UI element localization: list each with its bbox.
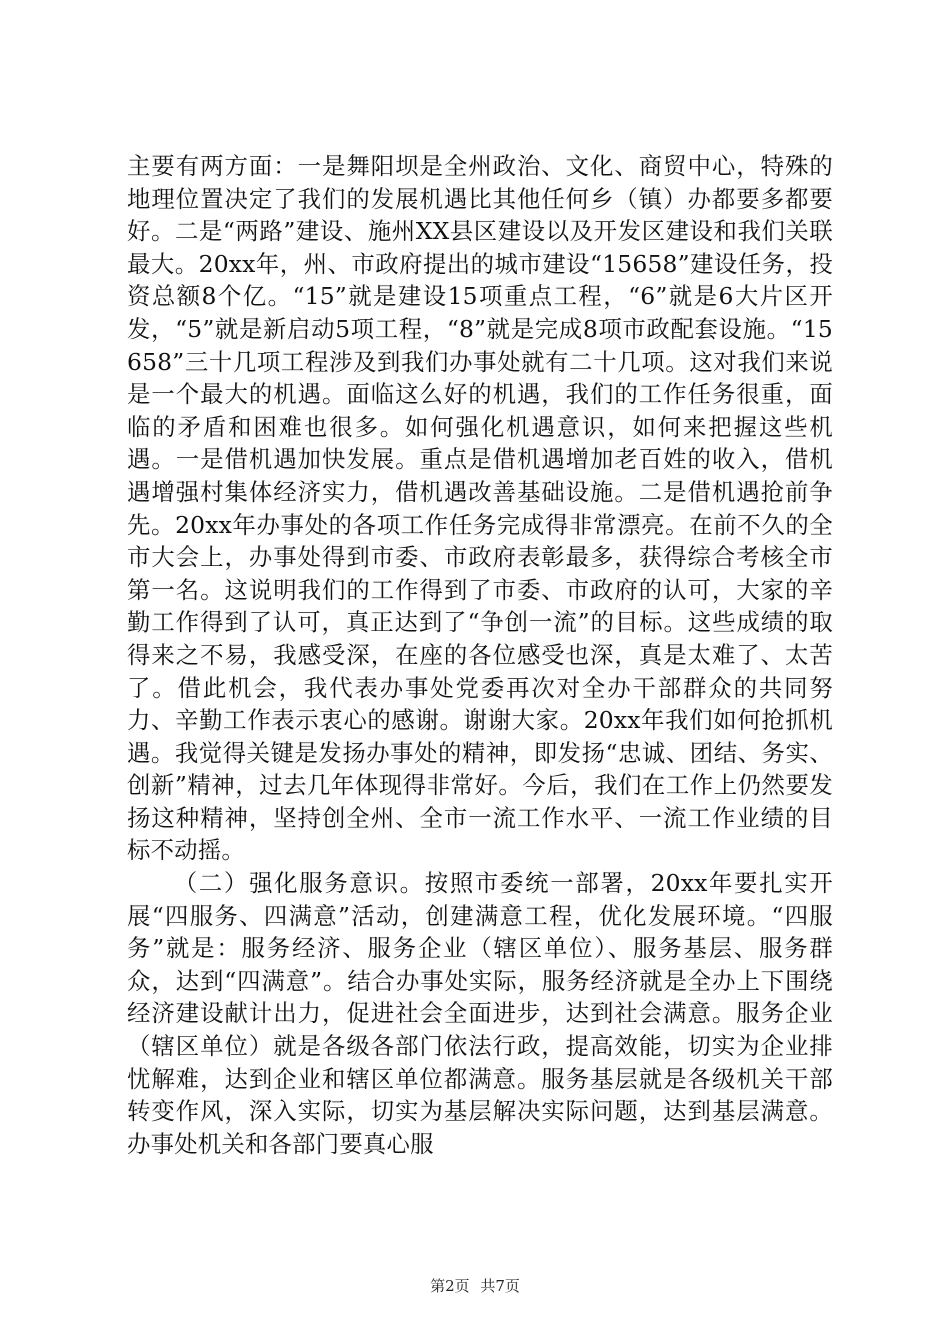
paragraph-1: 主要有两方面：一是舞阳坝是全州政治、文化、商贸中心，特殊的地理位置决定了我们的发展机遇比其他任何乡（镇）办都要多都要好。二是“两路”建设、施州XX县区建设以及开发区建设和我们关联最大。20xx年，州、市政府提出的城市建设“15658”建设任务，投资总额8个亿。“15”就是建设15项重点工程，“6”就是6大片区开发，“5”就是新启动5项工程，“8”就是完成8项市政配套设施。“15658”三十几项工程涉及到我们办事处就有二十几项。这对我们来说是一个最大的机遇。面临这么好的机遇，我们的工作任务很重，面临的矛盾和困难也很多。如何强化机遇意识，如何来把握这些机遇。一是借机遇加快发展。重点是借机遇增加老百姓的收入，借机遇增强村集体经济实力，借机遇改善基础设施。二是借机遇抢前争先。20xx年办事处的各项工作任务完成得非常漂亮。在前不久的全市大会上，办事处得到市委、市政府表彰最多，获得综合考核全市第一名。这说明我们的工作得到了市委、市政府的认可，大家的辛勤工作得到了认可，真正达到了“争创一流”的目标。这些成绩的取得来之不易，我感受深，在座的各位感受也深，真是太难了、太苦了。借此机会，我代表办事处党委再次对全办干部群众的共同努力、辛勤工作表示衷心的感谢。谢谢大家。20xx年我们如何抢抓机遇。我觉得关键是发扬办事处的精神，即发扬“忠诚、团结、务实、创新”精神，过去几年体现得非常好。今后，我们在工作上仍然要发扬这种精神，坚持创全州、全市一流工作水平、一流工作业绩的目标不动摇。 [127,152,833,865]
page-number: 第2页 [430,1277,470,1295]
page-footer [0,1276,950,1296]
document-body [127,150,833,1160]
page-total: 共7页 [480,1277,520,1295]
paragraph-2: （二）强化服务意识。按照市委统一部署，20xx年要扎实开展“四服务、四满意”活动，创建满意工程，优化发展环境。“四服务”就是：服务经济、服务企业（辖区单位）、服务基层、服务群众，达到“四满意”。结合办事处实际，服务经济就是全办上下围绕经济建设献计出力，促进社会全面进步，达到社会满意。服务企业（辖区单位）就是各级各部门依法行政，提高效能，切实为企业排忧解难，达到企业和辖区单位都满意。服务基层就是各级机关干部转变作风，深入实际，切实为基层解决实际问题，达到基层满意。办事处机关和各部门要真心服 [127,869,833,1158]
